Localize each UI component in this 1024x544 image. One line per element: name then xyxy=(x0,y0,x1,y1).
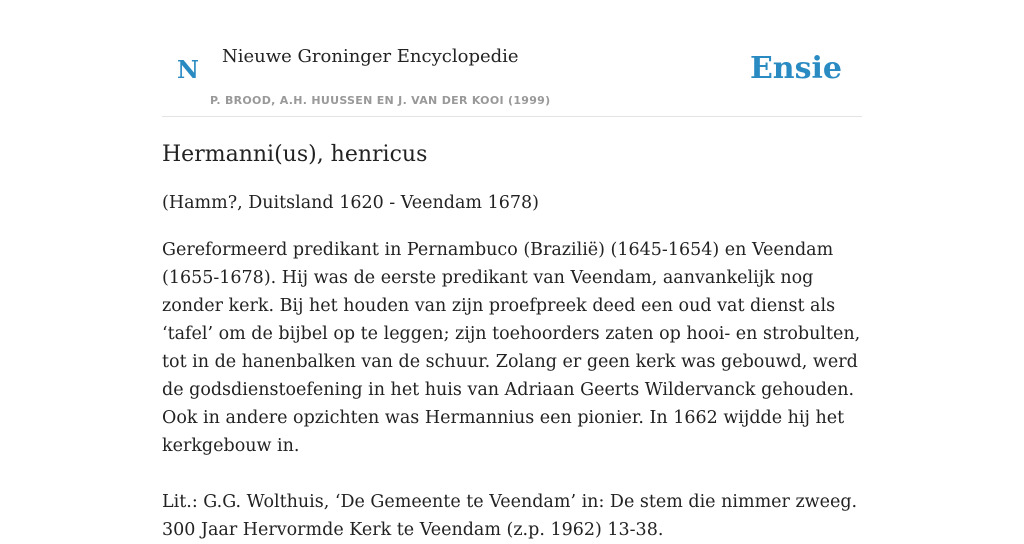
encyclopedia-title[interactable]: Nieuwe Groninger Encyclopedie xyxy=(222,46,519,67)
article-title: Hermanni(us), henricus xyxy=(162,142,428,167)
article-literature: Lit.: G.G. Wolthuis, ‘De Gemeente te Veendam’ in: De stem die nimmer zweeg. 300 Jaar Hervormde Kerk te Veendam (z.p. 1962) 13-38. xyxy=(162,492,858,540)
article xyxy=(162,140,862,544)
ensie-logo[interactable]: Ensie xyxy=(749,51,842,86)
article-body: Gereformeerd predikant in Pernambuco (Brazilië) (1645-1654) en Veendam (1655-1678). Hij was de eerste predikant van Veendam, aanvankelijk nog zonder kerk. Bij het houden van zijn proefpreek deed een oud vat dienst als ‘tafel’ om de bijbel op te leggen; zijn toehoorders zaten op hooi- en strobulten, tot in de hanenbalken van de schuur. Zolang er geen kerk was gebouwd, werd de godsdienstoefening in het huis van Adriaan Geerts Wildervanck gehouden. Ook in andere opzichten was Hermannius een pionier. In 1662 wijdde hij het kerkgebouw in. xyxy=(162,240,861,456)
encyclopedia-header xyxy=(162,0,862,117)
article-subtitle: (Hamm?, Duitsland 1620 - Veendam 1678) xyxy=(162,193,539,213)
encyclopedia-authors: P. BROOD, A.H. HUUSSEN EN J. VAN DER KOOI (1999) xyxy=(210,94,551,107)
encyclopedia-logo[interactable]: N xyxy=(177,55,199,84)
